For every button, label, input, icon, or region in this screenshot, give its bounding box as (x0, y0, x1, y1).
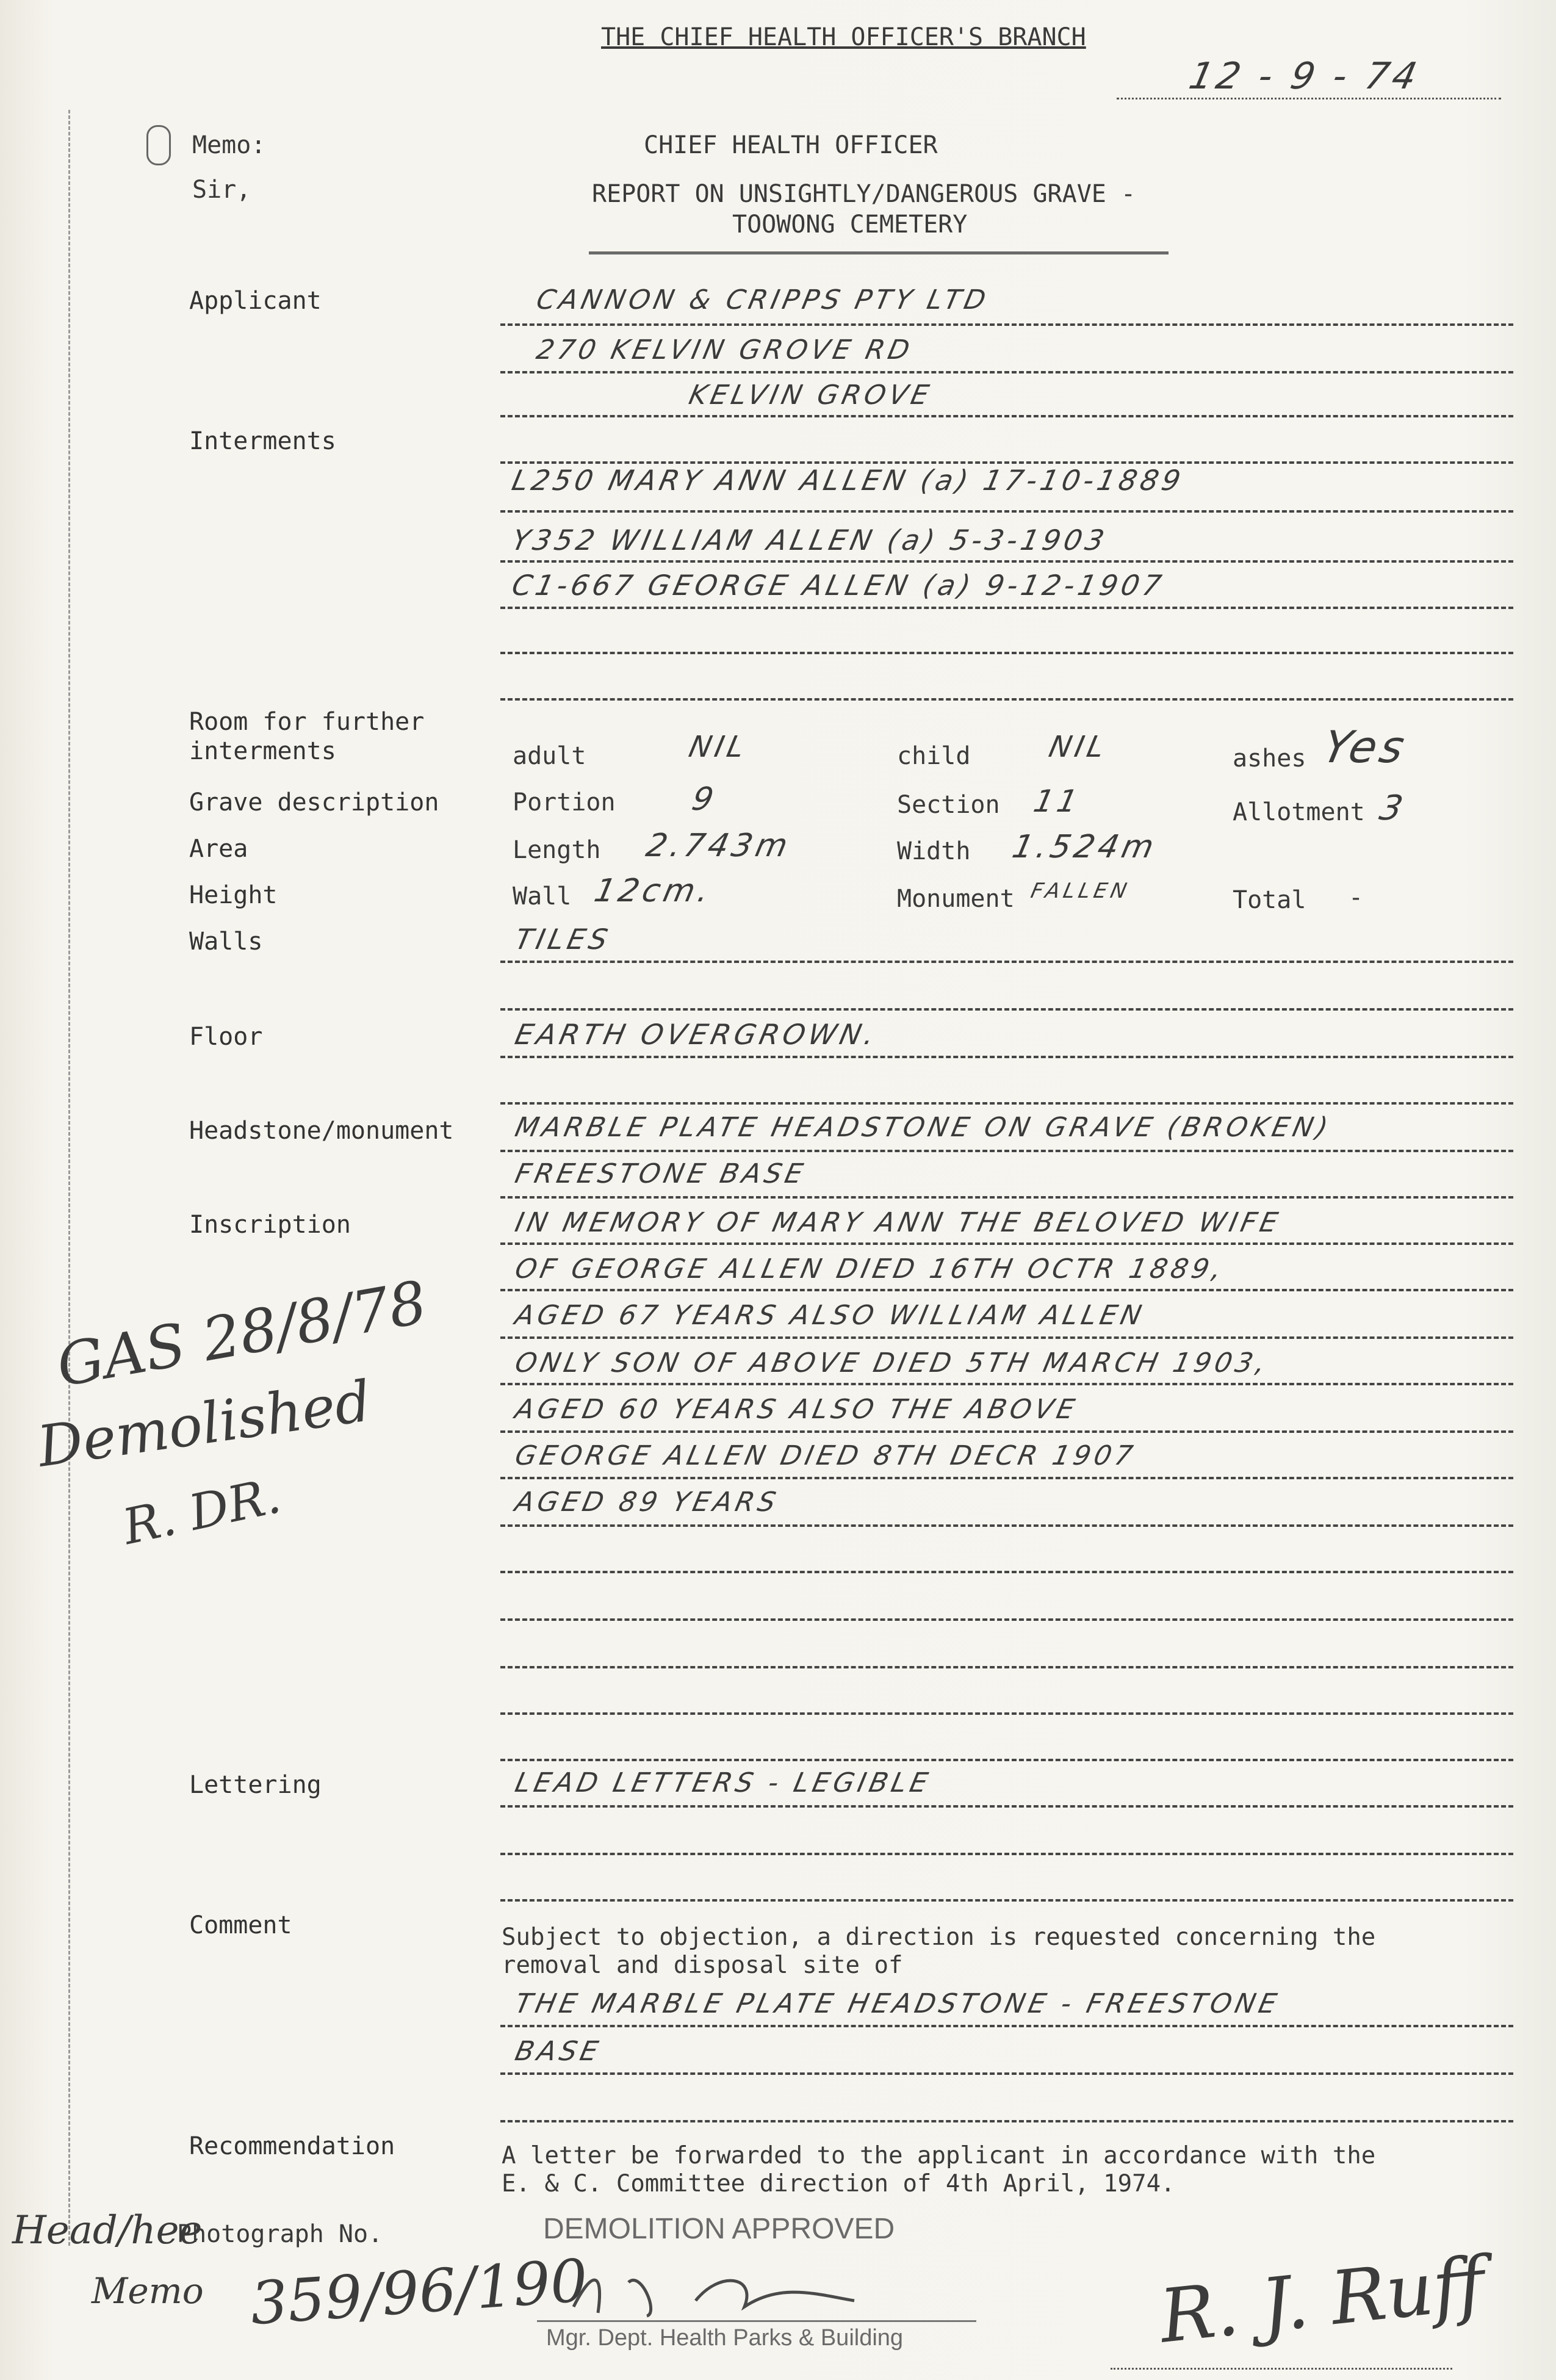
adult-value: NIL (686, 730, 751, 764)
walls-value: TILES (512, 923, 614, 956)
headstone-line2: FREESTONE BASE (512, 1158, 810, 1189)
comment-hand2: BASE (512, 2036, 605, 2067)
margin-note-date: GAS 28/8/78 (51, 1268, 432, 1401)
rule (500, 2025, 1513, 2027)
inscription-line-1: IN MEMORY OF MARY ANN THE BELOVED WIFE (512, 1207, 1284, 1238)
rule (500, 698, 1513, 701)
punch-hole-icon (146, 125, 171, 165)
monument-value: FALLEN (1028, 879, 1133, 903)
total-label: Total (1233, 886, 1306, 914)
rule (500, 1853, 1513, 1855)
applicant-label: Applicant (189, 287, 322, 315)
photograph-label: Photograph No. (177, 2220, 383, 2248)
rule (500, 1805, 1513, 1808)
inscription-line-2: OF GEORGE ALLEN DIED 16TH OCTR 1889, (512, 1253, 1228, 1285)
rule (500, 323, 1513, 326)
comment-line1: Subject to objection, a direction is requested concerning the (502, 1924, 1376, 1951)
inscription-line-4: ONLY SON OF ABOVE DIED 5TH MARCH 1903, (512, 1347, 1272, 1379)
report-title-line1: REPORT ON UNSIGHTLY/DANGEROUS GRAVE - (592, 180, 1136, 208)
rule (500, 1336, 1513, 1339)
photograph-number: 359/96/190 (248, 2246, 590, 2339)
section-value: 11 (1030, 784, 1084, 819)
headstone-label: Headstone/monument (189, 1117, 454, 1145)
interments-label: Interments (189, 427, 336, 455)
rule (500, 510, 1513, 513)
rule (500, 560, 1513, 563)
rule (500, 1242, 1513, 1245)
date-line (1117, 98, 1501, 99)
inscription-label: Inscription (189, 1211, 351, 1239)
header-rule (589, 251, 1169, 254)
wall-label: Wall (513, 882, 572, 911)
length-label: Length (513, 836, 601, 864)
rule (500, 1150, 1513, 1152)
rule (500, 1383, 1513, 1385)
lettering-value: LEAD LETTERS - LEGIBLE (512, 1767, 934, 1798)
rule (500, 607, 1513, 609)
rule (500, 415, 1513, 417)
recommendation-line1: A letter be forwarded to the applicant in accordance with the (502, 2142, 1376, 2169)
report-title-line2: TOOWONG CEMETERY (732, 211, 968, 239)
height-label: Height (189, 881, 278, 909)
bottom-left-note1: Head/hee (12, 2208, 203, 2253)
applicant-line3: KELVIN GROVE (686, 380, 935, 411)
adult-label: adult (513, 742, 586, 770)
walls-label: Walls (189, 928, 263, 956)
stamp-signature-icon (537, 2258, 989, 2325)
width-value: 1.524m (1009, 829, 1161, 865)
headstone-line1: MARBLE PLATE HEADSTONE ON GRAVE (BROKEN) (512, 1112, 1334, 1143)
comment-label: Comment (189, 1911, 292, 1939)
branch-heading: THE CHIEF HEALTH OFFICER'S BRANCH (601, 23, 1086, 51)
total-value: - (1349, 884, 1364, 912)
interment-2: Y352 WILLIAM ALLEN (a) 5-3-1903 (509, 524, 1111, 557)
rule (500, 2120, 1513, 2122)
grave-description-label: Grave description (189, 788, 439, 817)
room-label-line2: interments (189, 737, 336, 765)
stamp-rule (537, 2320, 976, 2322)
rule (500, 1899, 1513, 1902)
rule (500, 1102, 1513, 1105)
inscription-line-3: AGED 67 YEARS ALSO WILLIAM ALLEN (512, 1300, 1148, 1331)
ashes-label: ashes (1233, 745, 1306, 773)
applicant-line2: 270 KELVIN GROVE RD (533, 334, 916, 366)
recommendation-label: Recommendation (189, 2132, 395, 2160)
lettering-label: Lettering (189, 1771, 322, 1799)
rule (500, 1524, 1513, 1527)
child-value: NIL (1046, 730, 1111, 764)
rule (500, 1477, 1513, 1479)
signature-line (1111, 2368, 1452, 2370)
allotment-value: 3 (1376, 788, 1410, 828)
wall-value: 12cm. (591, 873, 716, 909)
rule (500, 1666, 1513, 1668)
margin-note-initials: R. DR. (118, 1466, 286, 1556)
width-label: Width (897, 837, 971, 865)
interment-1: L250 MARY ANN ALLEN (a) 17-10-1889 (509, 464, 1187, 497)
rule (500, 1008, 1513, 1011)
rule (500, 2072, 1513, 2075)
rule (500, 1759, 1513, 1761)
inscription-line-5: AGED 60 YEARS ALSO THE ABOVE (512, 1394, 1081, 1425)
rule (500, 1712, 1513, 1715)
report-date: 12 - 9 - 74 (1185, 55, 1424, 98)
rule (500, 1430, 1513, 1433)
stamp-title: DEMOLITION APPROVED (543, 2213, 895, 2245)
child-label: child (897, 742, 971, 770)
section-label: Section (897, 791, 1000, 819)
salutation: Sir, (192, 176, 251, 204)
interment-3: C1-667 GEORGE ALLEN (a) 9-12-1907 (509, 569, 1168, 602)
addressee: CHIEF HEALTH OFFICER (644, 131, 938, 159)
rule (500, 371, 1513, 373)
officer-signature: R. J. Ruff (1156, 2241, 1489, 2360)
rule (500, 1196, 1513, 1199)
applicant-line1: CANNON & CRIPPS PTY LTD (533, 284, 992, 316)
stamp-subtitle: Mgr. Dept. Health Parks & Building (546, 2325, 904, 2351)
rule (500, 1289, 1513, 1291)
length-value: 2.743m (643, 828, 794, 864)
monument-label: Monument (897, 885, 1015, 913)
portion-value: 9 (688, 781, 721, 818)
area-label: Area (189, 835, 248, 863)
ashes-value: Yes (1319, 721, 1413, 773)
floor-value: EARTH OVERGROWN. (512, 1018, 881, 1051)
floor-label: Floor (189, 1023, 263, 1051)
memo-label: Memo: (192, 131, 266, 159)
recommendation-line2: E. & C. Committee direction of 4th April, 1974. (502, 2170, 1175, 2198)
room-label-line1: Room for further (189, 708, 425, 736)
margin-fold-line (68, 110, 70, 2246)
bottom-left-note2: Memo (92, 2270, 204, 2312)
rule (500, 961, 1513, 963)
rule (500, 1618, 1513, 1621)
rule (500, 1056, 1513, 1058)
rule (500, 652, 1513, 654)
comment-hand1: THE MARBLE PLATE HEADSTONE - FREESTONE (512, 1988, 1283, 2019)
comment-line2: removal and disposal site of (502, 1952, 903, 1979)
margin-note-demolished: Demolished (34, 1368, 375, 1480)
rule (500, 1571, 1513, 1573)
inscription-line-6: GEORGE ALLEN DIED 8TH DECR 1907 (512, 1440, 1139, 1471)
allotment-label: Allotment (1233, 798, 1365, 826)
portion-label: Portion (513, 788, 616, 817)
inscription-line-7: AGED 89 YEARS (512, 1487, 782, 1518)
